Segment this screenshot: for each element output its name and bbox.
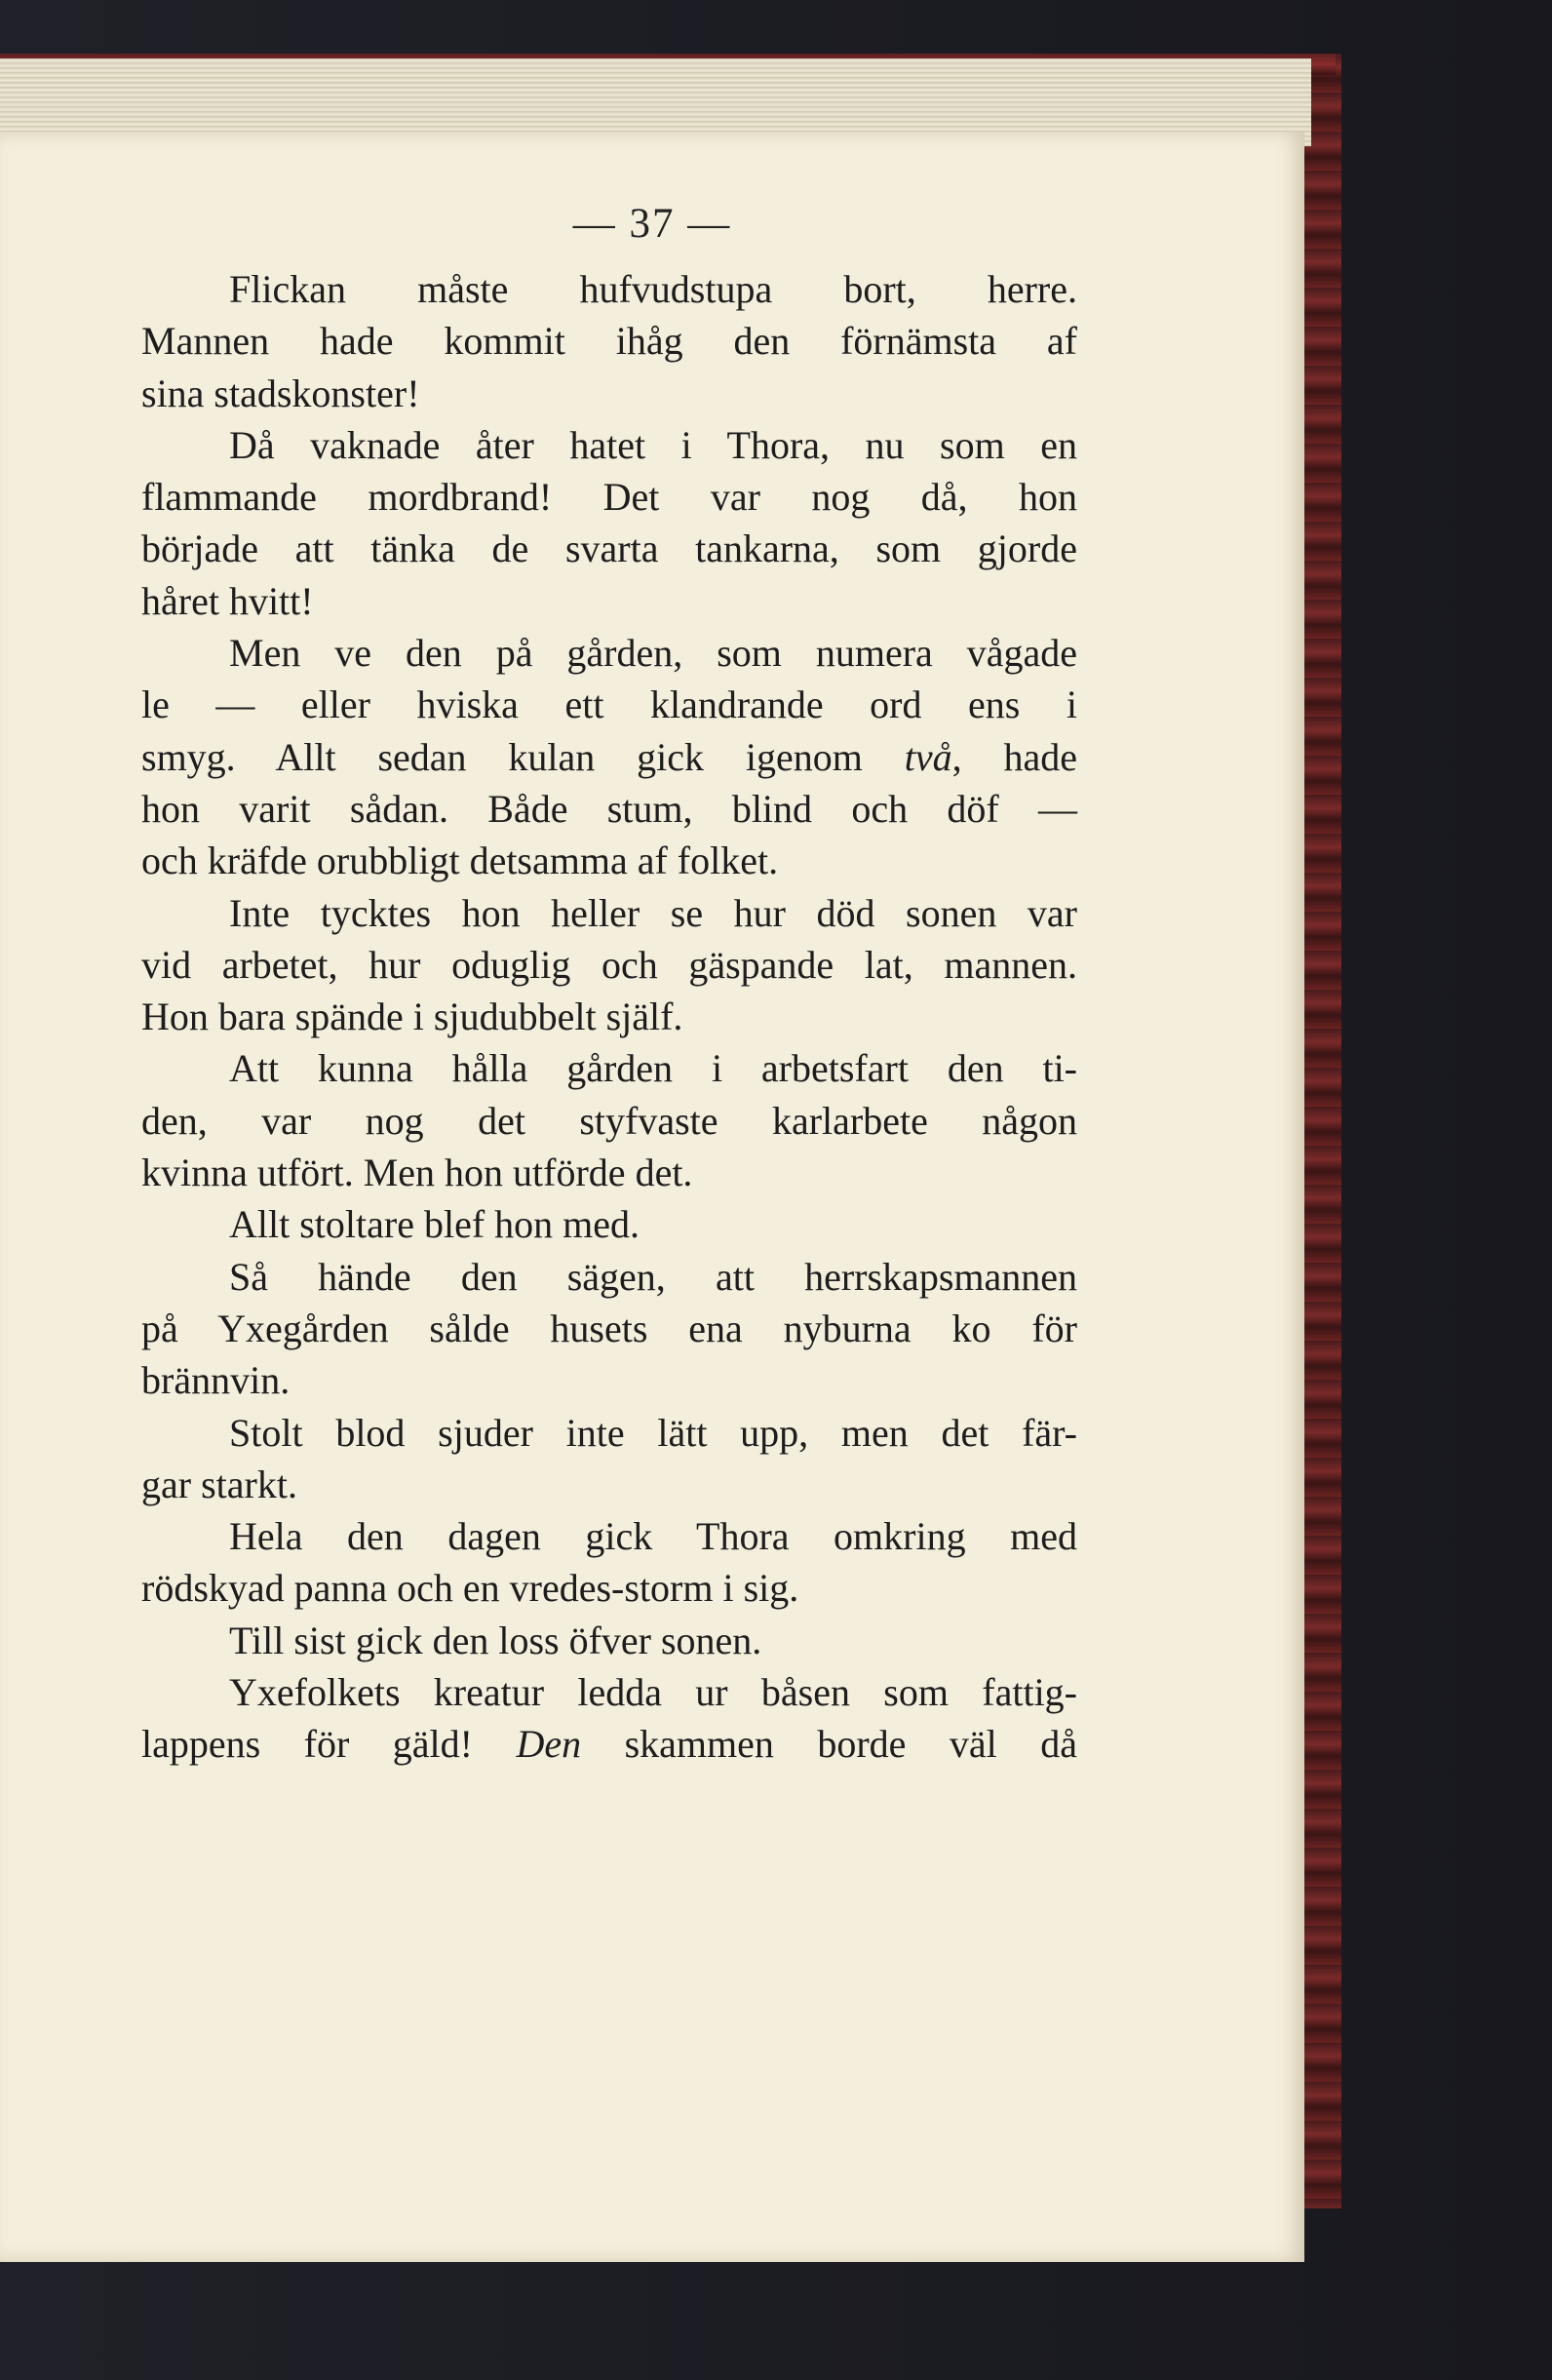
text-line: håret hvitt! <box>141 578 314 623</box>
text-line: Hela den dagen gick Thora omkring med <box>229 1514 1077 1559</box>
text-line: Stolt blod sjuder inte lätt upp, men det fär- <box>229 1410 1077 1455</box>
text-line: gar starkt. <box>141 1462 297 1506</box>
text-line: Allt stoltare blef hon med. <box>229 1202 640 1247</box>
text-line <box>141 1718 1077 1770</box>
text-line: brännvin. <box>141 1358 291 1403</box>
text-line: hon varit sådan. Både stum, blind och döf — <box>141 786 1077 831</box>
text-line: Hon bara spände i sjudubbelt själf. <box>141 995 683 1039</box>
text-line: Men ve den på gården, som numera vågade <box>229 631 1077 676</box>
text-line: sina stadskonster! <box>141 371 420 415</box>
text-line: Till sist gick den loss öfver sonen. <box>229 1618 762 1662</box>
text-line: kvinna utfört. Men hon utförde det. <box>141 1151 693 1195</box>
text-line: Yxefolkets kreatur ledda ur båsen som fattig- <box>229 1670 1077 1715</box>
text-line: Flickan måste hufvudstupa bort, herre. <box>229 267 1077 311</box>
emphasis-text: Den <box>516 1722 582 1767</box>
text-line <box>141 731 1077 783</box>
text-segment: skammen borde väl då <box>581 1722 1078 1767</box>
text-segment: , hade <box>951 734 1077 779</box>
text-line: flammande mordbrand! Det var nog då, hon <box>141 475 1077 520</box>
text-line: Mannen hade kommit ihåg den förnämsta af <box>141 319 1077 364</box>
text-line: Inte tycktes hon heller se hur död sonen var <box>229 890 1077 935</box>
text-line: Så hände den sägen, att herrskapsmannen <box>229 1254 1077 1299</box>
page-text <box>141 263 1077 1771</box>
text-line: på Yxegården sålde husets ena nyburna ko för <box>141 1306 1077 1350</box>
text-segment: lappens för gäld! <box>141 1722 517 1767</box>
text-line: le — eller hviska ett klandrande ord ens i <box>141 683 1077 727</box>
text-line: och kräfde orubbligt detsamma af folket. <box>141 839 779 883</box>
text-segment: smyg. Allt sedan kulan gick igenom <box>141 734 905 779</box>
text-line: rödskyad panna och en vredes-storm i sig. <box>141 1566 799 1611</box>
text-line: Då vaknade åter hatet i Thora, nu som en <box>229 422 1077 467</box>
emphasis-text: två <box>904 734 952 779</box>
text-line: Att kunna hålla gården i arbetsfart den ti- <box>229 1046 1077 1091</box>
text-line: vid arbetet, hur oduglig och gäspande lat, mannen. <box>141 942 1077 987</box>
text-line: började att tänka de svarta tankarna, som gjorde <box>141 527 1077 571</box>
text-line: den, var nog det styfvaste karlarbete någon <box>141 1098 1077 1143</box>
page-number: — 37 — <box>572 201 732 247</box>
